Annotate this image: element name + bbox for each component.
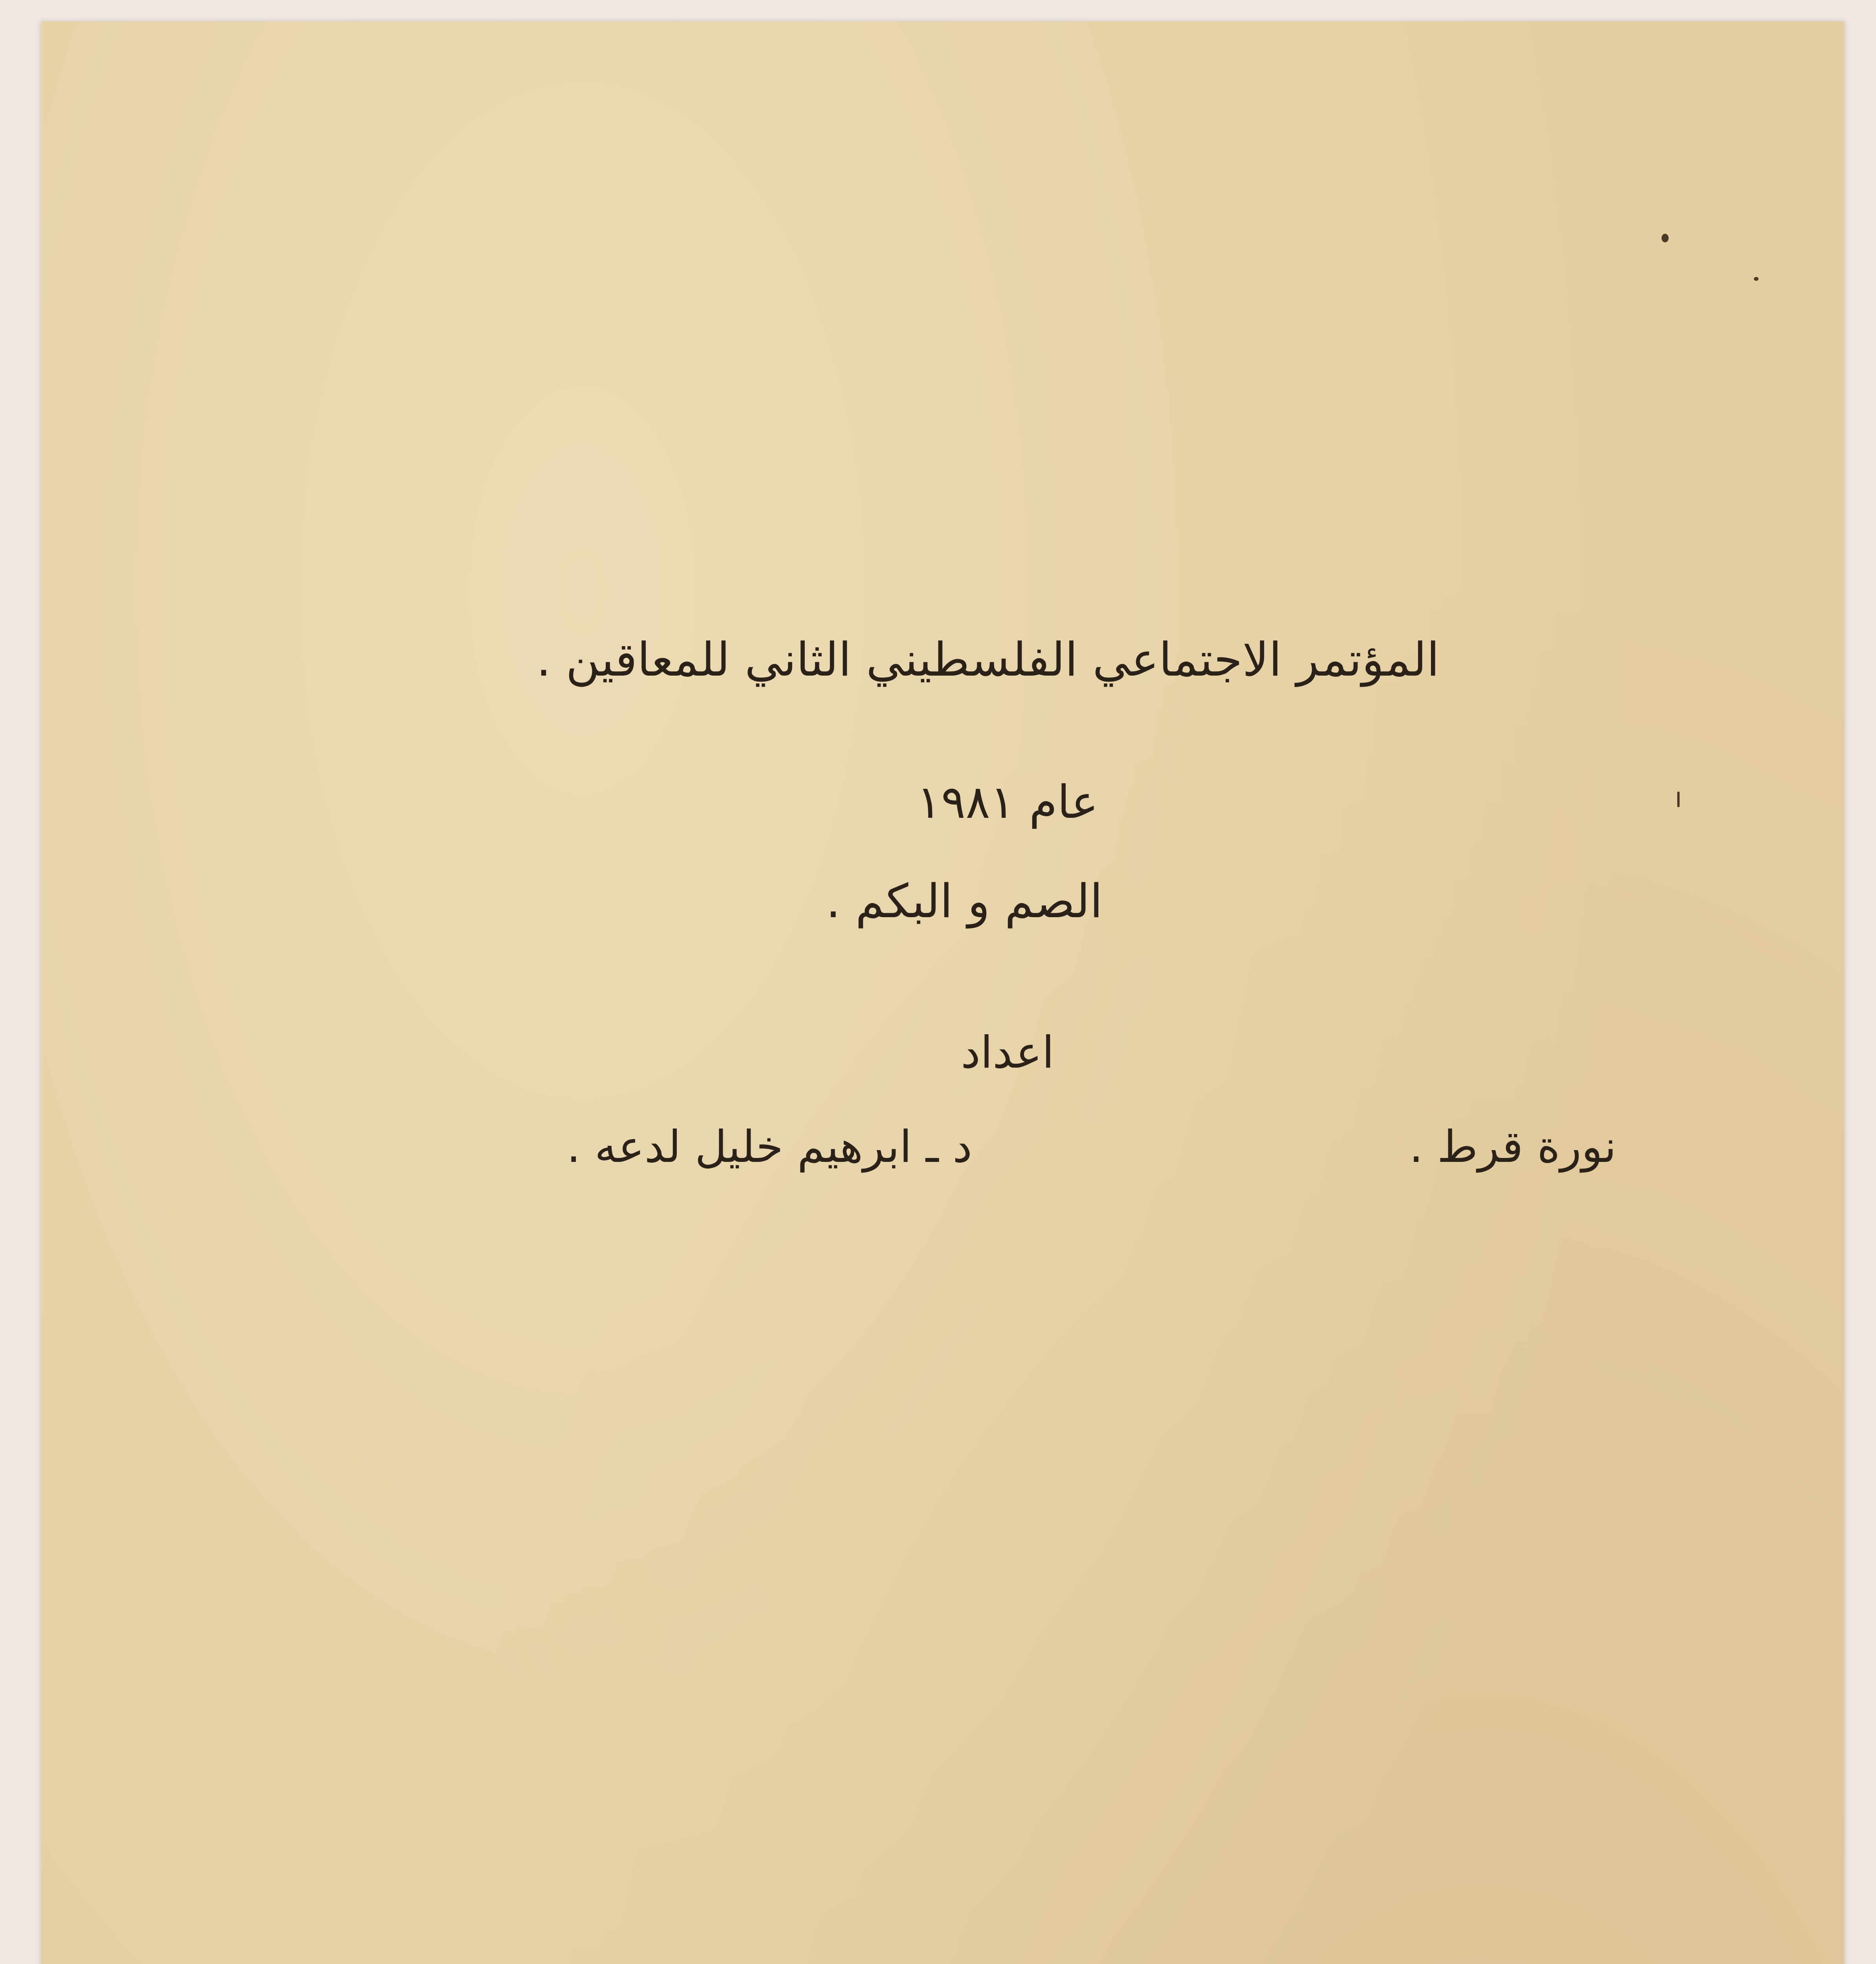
- document-page: [41, 22, 1844, 1964]
- paper-speck: [1677, 791, 1680, 807]
- prepared-by-label: اعداد: [961, 1027, 1054, 1078]
- conference-heading: المؤتمر الاجتماعي الفلسطيني الثاني للمعاقين .: [536, 632, 1440, 687]
- author-name: نورة قرط .: [1409, 1121, 1616, 1173]
- year-line: عام ١٩٨١: [916, 776, 1099, 829]
- author-name: د ـ ابرهيم خليل لدعه .: [566, 1121, 972, 1173]
- document-title: الصم و البكم .: [826, 874, 1103, 928]
- paper-speck: [1754, 277, 1759, 281]
- paper-speck: [1662, 234, 1669, 242]
